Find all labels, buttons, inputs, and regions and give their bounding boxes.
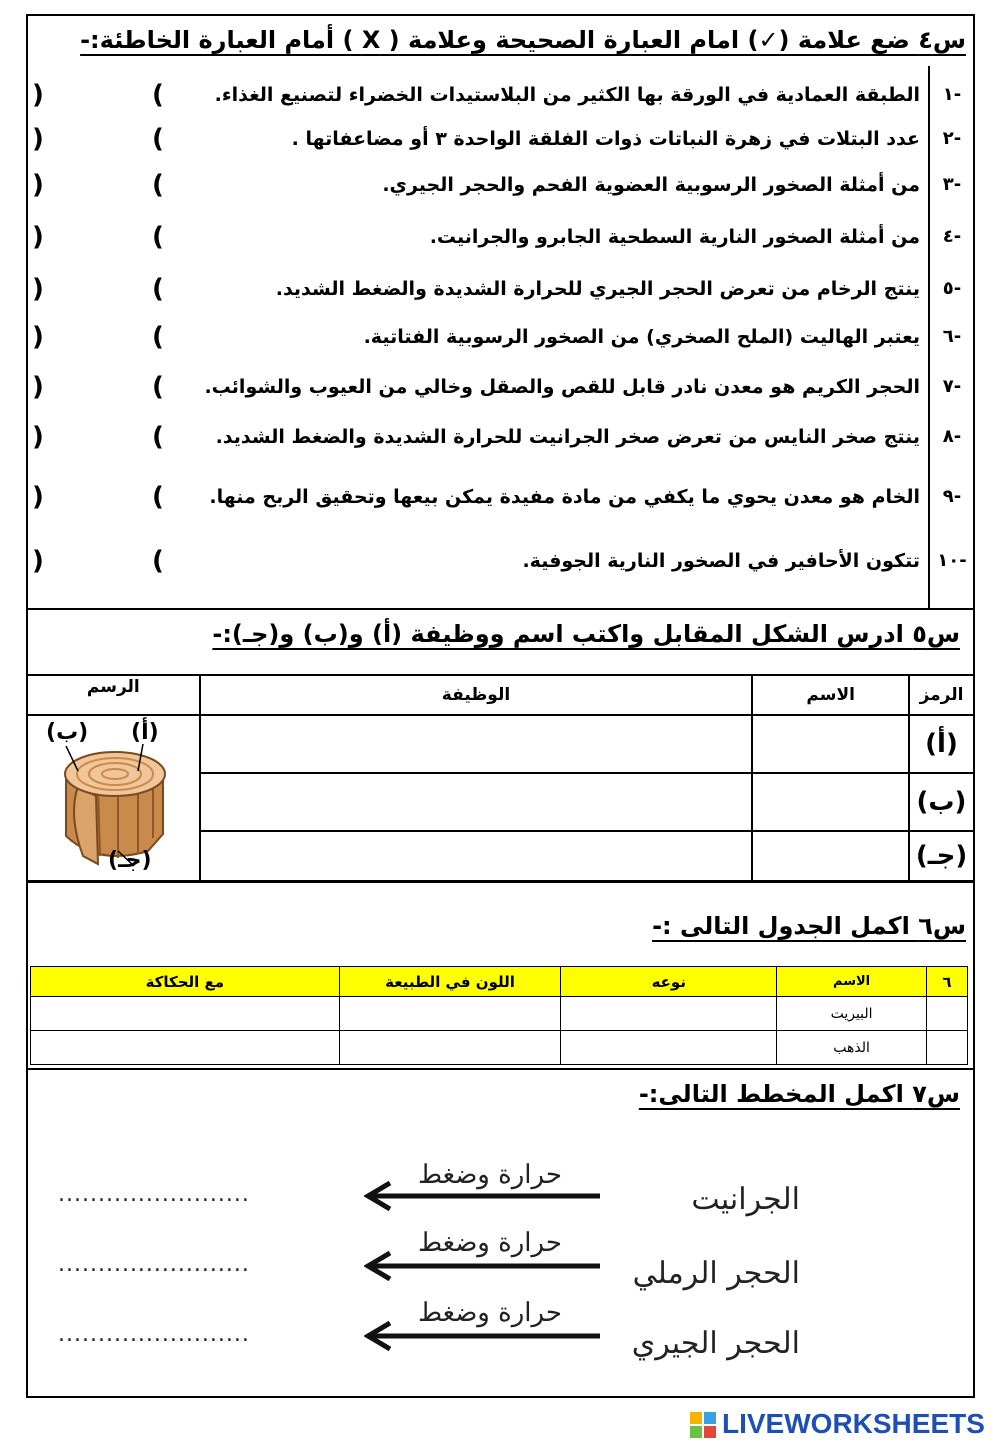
q4-answer-paren-close: ): [32, 482, 44, 512]
q4-answer-paren-open: (: [152, 222, 164, 252]
q4-answer-slot[interactable]: [44, 172, 148, 202]
q4-statement-text: ينتج صخر النايس من تعرض صخر الجرانيت للحرارة الشديدة والضغط الشديد.: [215, 426, 920, 448]
q5-drawing-cell: [27, 715, 200, 881]
q4-statement-text: الطبقة العمادية في الورقة بها الكثير من البلاستيدات الخضراء لتصنيع الغذاء.: [214, 84, 920, 106]
q4-statement-text: يعتبر الهاليت (الملح الصخري) من الصخور الرسوبية الفتاتية.: [363, 326, 920, 348]
q4-answer-paren-open: (: [152, 170, 164, 200]
q4-answer-slot[interactable]: [44, 276, 148, 306]
q4-answer-paren-open: (: [152, 546, 164, 576]
q4-answer-slot[interactable]: [44, 82, 148, 112]
q7-answer-blank[interactable]: ........................: [58, 1322, 250, 1347]
logo-text: LIVEWORKSHEETS: [722, 1408, 985, 1439]
diagram-label-a: (أ): [131, 720, 159, 745]
q4-answer-paren-close: ): [32, 80, 44, 110]
q4-statement-number: -٦: [942, 326, 962, 347]
q5-table: [26, 674, 975, 882]
q4-answer-paren-open: (: [152, 322, 164, 352]
q6-type-input-pyrite[interactable]: [561, 997, 777, 1031]
q5-name-input-b[interactable]: [752, 773, 909, 831]
q4-statement-number: -٢: [942, 128, 962, 149]
q4-answer-paren-open: (: [152, 274, 164, 304]
q4-answer-paren-open: (: [152, 372, 164, 402]
q5-header-drawing: الرسم: [27, 675, 200, 715]
q5-header-name: الاسم: [752, 675, 909, 715]
q6-name-gold: الذهب: [777, 1031, 927, 1065]
q7-answer-blank[interactable]: ........................: [58, 1252, 250, 1277]
q4-statement-text: ينتج الرخام من تعرض الحجر الجيري للحرارة الشديدة والضغط الشديد.: [275, 278, 920, 300]
q4-statement-number: -٤: [942, 226, 962, 247]
q6-num-cell-2: [927, 1031, 968, 1065]
q4-answer-paren-close: ): [32, 274, 44, 304]
arrow-left-icon: [364, 1251, 604, 1281]
q7-arrow-label: حرارة وضغط: [418, 1228, 562, 1258]
q5-name-input-a[interactable]: [752, 715, 909, 773]
q5-symbol-c: (جـ): [909, 831, 974, 881]
q6-name-pyrite: البيريت: [777, 997, 927, 1031]
q4-number-column-divider: [928, 66, 930, 610]
q7-rock-name: الحجر الجيري: [631, 1326, 800, 1361]
q4-statement-number: -١: [942, 84, 962, 105]
diagram-label-c: (جـ): [108, 848, 152, 873]
q4-answer-slot[interactable]: [44, 224, 148, 254]
q4-statement-number: -٣: [942, 174, 962, 195]
q6-header-num: ٦: [927, 967, 968, 997]
q4-answer-paren-open: (: [152, 124, 164, 154]
logo-icon: [690, 1412, 718, 1438]
q6-header-streak: مع الحكاكة: [31, 967, 340, 997]
q4-answer-slot[interactable]: [44, 374, 148, 404]
q4-answer-paren-open: (: [152, 80, 164, 110]
q6-color-input-gold[interactable]: [339, 1031, 561, 1065]
q4-statement-text: عدد البتلات في زهرة النباتات ذوات الفلقة الواحدة ٣ أو مضاعفاتها .: [291, 128, 920, 150]
diagram-label-b: (ب): [46, 720, 89, 745]
q5-header-symbol: الرمز: [909, 675, 974, 715]
q5-symbol-b: (ب): [909, 773, 974, 831]
q7-title: س٧ اكمل المخطط التالى:-: [638, 1080, 960, 1108]
q4-answer-slot[interactable]: [44, 548, 148, 578]
q6-header-type: نوعه: [561, 967, 777, 997]
q4-answer-paren-close: ): [32, 546, 44, 576]
q6-streak-input-pyrite[interactable]: [31, 997, 340, 1031]
arrow-left-icon: [364, 1321, 604, 1351]
q4-statement-text: الخام هو معدن يحوي ما يكفي من مادة مفيدة يمكن بيعها وتحقيق الربح منها.: [209, 486, 920, 508]
q7-arrow-label: حرارة وضغط: [418, 1160, 562, 1190]
q6-title: س٦ اكمل الجدول التالى :-: [652, 912, 966, 940]
q4-answer-paren-close: ): [32, 124, 44, 154]
q4-answer-paren-close: ): [32, 372, 44, 402]
q4-statement-number: -٧: [942, 376, 962, 397]
q5-function-input-a[interactable]: [200, 715, 753, 773]
q7-rock-name: الحجر الرملي: [632, 1256, 800, 1291]
q5-title: س٥ ادرس الشكل المقابل واكتب اسم ووظيفة (أ) و(ب) و(جـ):-: [212, 620, 960, 648]
q6-header-name: الاسم: [777, 967, 927, 997]
q6-num-cell-1: [927, 997, 968, 1031]
q6-color-input-pyrite[interactable]: [339, 997, 561, 1031]
q4-statement-number: -٥: [942, 278, 962, 299]
q7-rock-name: الجرانيت: [691, 1182, 800, 1217]
q6-header-color: اللون في الطبيعة: [339, 967, 561, 997]
q4-answer-slot[interactable]: [44, 126, 148, 156]
q4-answer-paren-open: (: [152, 482, 164, 512]
q4-statement-number: -٨: [942, 426, 962, 447]
q5-name-input-c[interactable]: [752, 831, 909, 881]
q4-statement-text: الحجر الكريم هو معدن نادر قابل للقص والصقل وخالي من العيوب والشوائب.: [204, 376, 920, 398]
q4-answer-paren-close: ): [32, 170, 44, 200]
q6-streak-input-gold[interactable]: [31, 1031, 340, 1065]
q6-table: [30, 966, 968, 1065]
q4-answer-paren-close: ): [32, 322, 44, 352]
arrow-left-icon: [364, 1181, 604, 1211]
q7-answer-blank[interactable]: ........................: [58, 1182, 250, 1207]
q5-header-function: الوظيفة: [200, 675, 753, 715]
q4-answer-slot[interactable]: [44, 484, 148, 514]
q5-function-input-c[interactable]: [200, 831, 753, 881]
q4-answer-paren-close: ): [32, 422, 44, 452]
q4-statement-text: من أمثلة الصخور النارية السطحية الجابرو والجرانيت.: [429, 226, 920, 248]
q4-statement-number: -١٠: [937, 550, 967, 571]
q4-answer-slot[interactable]: [44, 424, 148, 454]
q4-statement-text: من أمثلة الصخور الرسوبية العضوية الفحم والحجر الجيري.: [382, 174, 920, 196]
q4-statement-number: -٩: [942, 486, 962, 507]
q5-symbol-a: (أ): [909, 715, 974, 773]
q6-type-input-gold[interactable]: [561, 1031, 777, 1065]
q4-answer-paren-close: ): [32, 222, 44, 252]
q7-arrow-label: حرارة وضغط: [418, 1298, 562, 1328]
q4-answer-paren-open: (: [152, 422, 164, 452]
q5-function-input-b[interactable]: [200, 773, 753, 831]
q4-title: س٤ ضع علامة (✓) امام العبارة الصحيحة وعلامة ( X ) أمام العبارة الخاطئة:-: [80, 26, 966, 54]
q4-statement-text: تتكون الأحافير في الصخور النارية الجوفية.: [522, 550, 920, 572]
q4-answer-slot[interactable]: [44, 324, 148, 354]
